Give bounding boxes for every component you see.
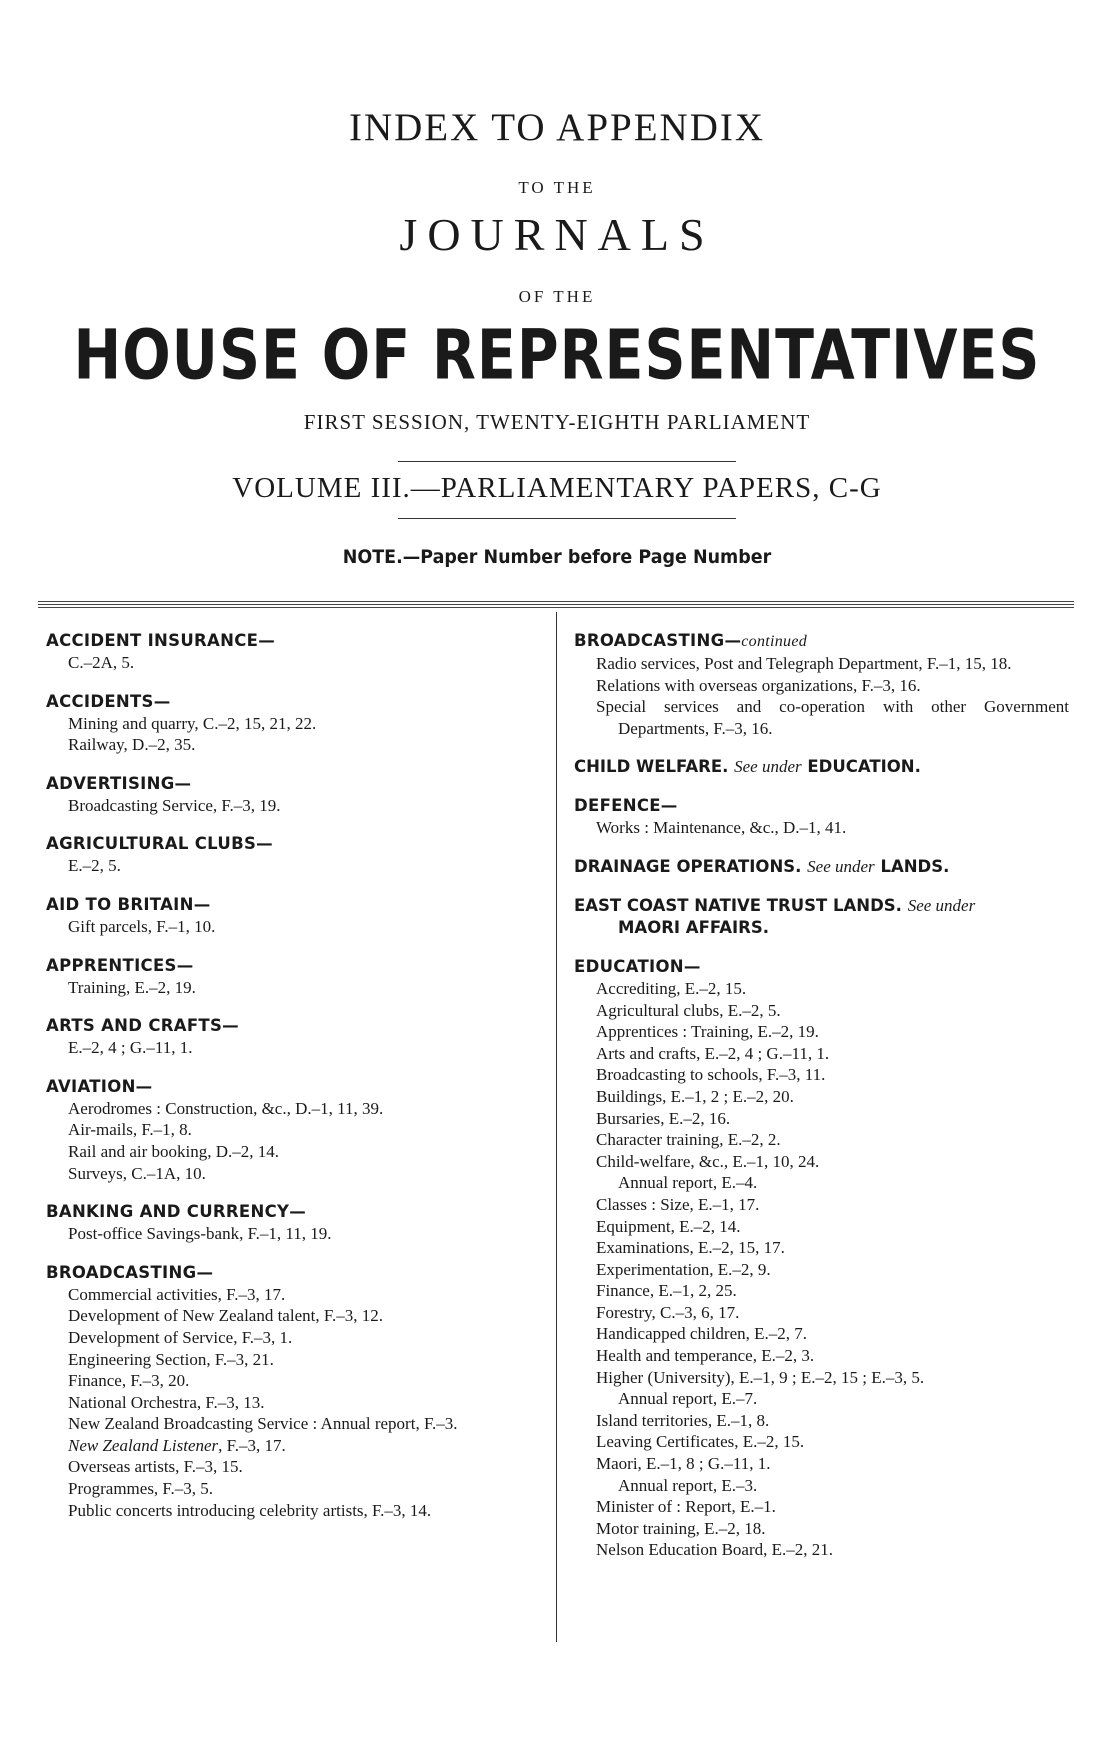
entry-item: Accrediting, E.–2, 15. [596, 978, 747, 998]
entry-agricultural-clubs [46, 833, 541, 877]
entry-item: Broadcasting to schools, F.–3, 11. [596, 1065, 826, 1085]
entry-drainage-operations [574, 856, 1069, 878]
see-under-label: See under [807, 856, 875, 876]
entry-heading: ADVERTISING— [46, 773, 192, 793]
entry-item: National Orchestra, F.–3, 13. [68, 1392, 265, 1412]
entry-heading: DRAINAGE OPERATIONS. [574, 856, 802, 876]
entry-defence [574, 795, 1069, 839]
publication-title: New Zealand Listener [68, 1435, 219, 1455]
entry-item: Examinations, E.–2, 15, 17. [596, 1238, 785, 1258]
entry-subitem: Annual report, E.–7. [618, 1389, 758, 1409]
entry-banking-and-currency [46, 1201, 541, 1245]
entry-item: Relations with overseas organizations, F.–3, 16. [596, 675, 921, 695]
entry-item: Forestry, C.–3, 6, 17. [596, 1302, 740, 1322]
entry-item: Child-welfare, &c., E.–1, 10, 24. [596, 1151, 820, 1171]
entry-broadcasting-continued [574, 630, 1069, 739]
entry-item: Agricultural clubs, E.–2, 5. [596, 1000, 781, 1020]
entry-heading: EDUCATION— [574, 956, 701, 976]
entry-item: Minister of : Report, E.–1. [596, 1497, 776, 1517]
rule-top-3 [38, 607, 1074, 608]
heading-text: BROADCASTING— [574, 631, 742, 650]
entry-heading: AGRICULTURAL CLUBS— [46, 834, 273, 854]
entry-heading: BROADCASTING— [46, 1262, 214, 1282]
entry-item: Maori, E.–1, 8 ; G.–11, 1. [596, 1454, 771, 1474]
entry-item: Higher (University), E.–1, 9 ; E.–2, 15 ; E.–3, 5. [596, 1367, 925, 1387]
entry-heading: APPRENTICES— [46, 955, 194, 975]
entry-item: Development of New Zealand talent, F.–3, 12. [68, 1306, 383, 1326]
entry-item: Broadcasting Service, F.–3, 19. [68, 795, 281, 815]
cross-reference: LANDS. [880, 856, 950, 876]
rule-top-1 [38, 601, 1074, 602]
rule-top-2 [38, 604, 1074, 605]
right-column [574, 630, 1069, 1578]
entry-heading: AID TO BRITAIN— [46, 894, 211, 914]
entry-heading: ACCIDENTS— [46, 691, 171, 711]
entry-item: Commercial activities, F.–3, 17. [68, 1284, 286, 1304]
entry-heading: EAST COAST NATIVE TRUST LANDS. [574, 895, 902, 915]
entry-subitem: Annual report, E.–3. [618, 1475, 758, 1495]
rule-above-volume [398, 461, 736, 462]
entry-arts-and-crafts [46, 1015, 541, 1059]
entry-advertising [46, 773, 541, 817]
entry-heading: CHILD WELFARE. [574, 757, 729, 777]
title-index-to-appendix: INDEX TO APPENDIX [348, 106, 766, 149]
entry-item: Development of Service, F.–3, 1. [68, 1327, 293, 1347]
cross-reference: EDUCATION. [807, 757, 921, 777]
entry-item: Rail and air booking, D.–2, 14. [68, 1141, 280, 1161]
entry-item: Arts and crafts, E.–2, 4 ; G.–11, 1. [596, 1043, 830, 1063]
entry-item: Railway, D.–2, 35. [68, 735, 196, 755]
entry-item: Mining and quarry, C.–2, 15, 21, 22. [68, 713, 317, 733]
left-column [46, 630, 541, 1538]
entry-item: Character training, E.–2, 2. [596, 1130, 781, 1150]
entry-item: Gift parcels, F.–1, 10. [68, 916, 216, 936]
entry-child-welfare [574, 756, 1069, 778]
entry-accident-insurance [46, 630, 541, 674]
entry-item: Aerodromes : Construction, &c., D.–1, 11, 39. [68, 1098, 384, 1118]
continued-label: continued [741, 633, 808, 650]
entry-item: Air-mails, F.–1, 8. [68, 1120, 192, 1140]
entry-item: E.–2, 4 ; G.–11, 1. [68, 1038, 193, 1058]
entry-item: Motor training, E.–2, 18. [596, 1518, 766, 1538]
entry-item: Health and temperance, E.–2, 3. [596, 1346, 815, 1366]
title-of-the: OF THE [518, 287, 596, 306]
entry-item: Equipment, E.–2, 14. [596, 1216, 741, 1236]
publication-ref: , F.–3, 17. [218, 1435, 286, 1455]
entry-heading: ACCIDENT INSURANCE— [46, 631, 275, 650]
title-volume: VOLUME III.—PARLIAMENTARY PAPERS, C-G [232, 472, 882, 504]
entry-broadcasting [46, 1262, 541, 1522]
entry-subitem: Annual report, E.–4. [618, 1173, 758, 1193]
entry-item: Public concerts introducing celebrity artists, F.–3, 14. [68, 1500, 432, 1520]
entry-item: E.–2, 5. [68, 856, 121, 876]
entry-heading: ARTS AND CRAFTS— [46, 1016, 239, 1036]
entry-heading: AVIATION— [46, 1076, 153, 1096]
entry-item: Nelson Education Board, E.–2, 21. [596, 1540, 834, 1560]
note-line: NOTE.—Paper Number before Page Number [342, 546, 772, 568]
entry-east-coast-native-trust-lands [574, 895, 1069, 939]
entry-item: Engineering Section, F.–3, 21. [68, 1349, 274, 1369]
entry-education [574, 956, 1069, 1561]
entry-item: Special services and co-operation with other Government Departments, F.–3, 16. [596, 697, 1069, 738]
entry-heading: BANKING AND CURRENCY— [46, 1202, 307, 1222]
entry-item: Island territories, E.–1, 8. [596, 1410, 770, 1430]
entry-accidents [46, 691, 541, 756]
entry-item: New Zealand Broadcasting Service : Annual report, F.–3. [68, 1414, 458, 1434]
entry-item: Overseas artists, F.–3, 15. [68, 1457, 243, 1477]
entry-item: Post-office Savings-bank, F.–1, 11, 19. [68, 1224, 332, 1244]
entry-item: Handicapped children, E.–2, 7. [596, 1324, 808, 1344]
entry-aid-to-britain [46, 894, 541, 938]
title-journals: JOURNALS [399, 209, 715, 260]
entry-item: Radio services, Post and Telegraph Department, F.–1, 15, 18. [596, 654, 1012, 673]
entry-item: C.–2A, 5. [68, 653, 135, 672]
see-under-label: See under [734, 757, 802, 777]
entry-item: Leaving Certificates, E.–2, 15. [596, 1432, 805, 1452]
rule-below-volume [398, 518, 736, 519]
entry-item: Training, E.–2, 19. [68, 977, 196, 997]
title-to-the: TO THE [518, 178, 596, 197]
title-house-of-representatives: HOUSE OF REPRESENTATIVES [73, 316, 1041, 396]
entry-item: Apprentices : Training, E.–2, 19. [596, 1022, 819, 1042]
entry-item: Buildings, E.–1, 2 ; E.–2, 20. [596, 1086, 794, 1106]
entry-item: Programmes, F.–3, 5. [68, 1479, 214, 1499]
column-divider [556, 612, 557, 1642]
entry-item: Finance, F.–3, 20. [68, 1371, 190, 1391]
entry-item [46, 1435, 541, 1457]
entry-item: Bursaries, E.–2, 16. [596, 1108, 731, 1128]
see-under-label: See under [907, 895, 976, 915]
entry-item: Surveys, C.–1A, 10. [68, 1163, 206, 1183]
entry-heading [574, 630, 1069, 653]
cross-reference: MAORI AFFAIRS. [618, 917, 769, 937]
entry-heading: DEFENCE— [574, 796, 678, 816]
title-session: FIRST SESSION, TWENTY-EIGHTH PARLIAMENT [303, 410, 811, 434]
entry-item: Works : Maintenance, &c., D.–1, 41. [596, 818, 847, 838]
entry-apprentices [46, 955, 541, 999]
entry-item: Classes : Size, E.–1, 17. [596, 1194, 760, 1214]
entry-item: Finance, E.–1, 2, 25. [596, 1281, 737, 1301]
entry-aviation [46, 1076, 541, 1184]
entry-item: Experimentation, E.–2, 9. [596, 1259, 771, 1279]
